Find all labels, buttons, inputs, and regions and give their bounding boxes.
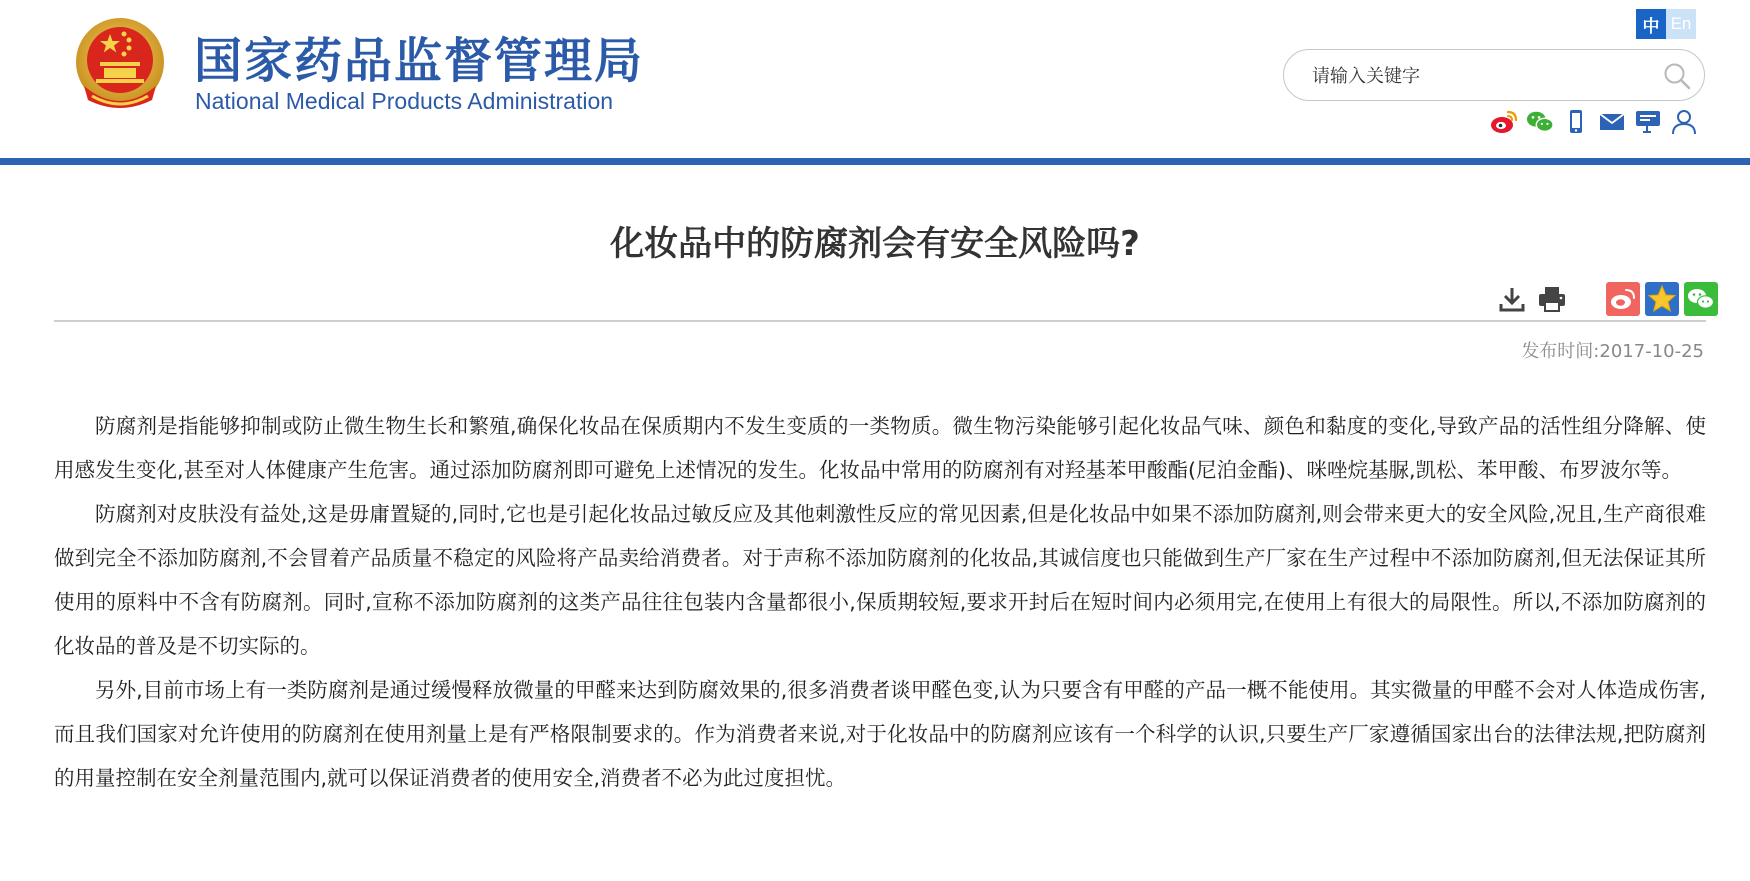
share-wechat-icon[interactable] [1684, 282, 1718, 316]
search-box [1283, 49, 1705, 101]
lang-english-button[interactable]: En [1666, 9, 1696, 39]
site-name-english[interactable]: National Medical Products Administration [195, 88, 614, 114]
share-favorite-icon[interactable] [1645, 282, 1679, 316]
title-divider [54, 320, 1706, 322]
article-tools [1496, 282, 1718, 316]
article-title: 化妆品中的防腐剂会有安全风险吗? [610, 224, 1140, 264]
publish-info [1521, 337, 1704, 363]
language-switch [1636, 9, 1696, 39]
mail-icon[interactable] [1598, 108, 1626, 136]
print-icon[interactable] [1536, 283, 1568, 315]
wechat-icon[interactable] [1526, 108, 1554, 136]
publish-date: 2017-10-25 [1599, 341, 1704, 362]
weibo-icon[interactable] [1490, 108, 1518, 136]
search-input[interactable] [1312, 62, 1642, 90]
search-icon[interactable] [1662, 61, 1692, 91]
social-links [1490, 108, 1698, 136]
message-board-icon[interactable] [1634, 108, 1662, 136]
lang-chinese-button[interactable]: 中 [1636, 9, 1666, 39]
site-name-chinese[interactable]: 国家药品监督管理局 [194, 33, 645, 89]
mobile-icon[interactable] [1562, 108, 1590, 136]
header-accent-bar [0, 158, 1750, 165]
national-emblem-logo[interactable] [74, 16, 166, 112]
article-paragraph: 另外,目前市场上有一类防腐剂是通过缓慢释放微量的甲醛来达到防腐效果的,很多消费者谈甲醛色变,认为只要含有甲醛的产品一概不能使用。其实微量的甲醛不会对人体造成伤害,而且我们国家对允许使用的防腐剂在使用剂量上是有严格限制要求的。作为消费者来说,对于化妆品中的防腐剂应该有一个科学的认识,只要生产厂家遵循国家出台的法律法规,把防腐剂的用量控制在安全剂量范围内,就可以保证消费者的使用安全,消费者不必为此过度担忧。 [54, 678, 1706, 790]
site-header [0, 0, 1750, 160]
publish-label: 发布时间: [1521, 341, 1600, 362]
article-paragraph: 防腐剂是指能够抑制或防止微生物生长和繁殖,确保化妆品在保质期内不发生变质的一类物质。微生物污染能够引起化妆品气味、颜色和黏度的变化,导致产品的活性组分降解、使用感发生变化,甚至对人体健康产生危害。通过添加防腐剂即可避免上述情况的发生。化妆品中常用的防腐剂有对羟基苯甲酸酯(尼泊金酯)、咪唑烷基脲,凯松、苯甲酸、布罗波尔等。 [54, 414, 1706, 482]
user-icon[interactable] [1670, 108, 1698, 136]
article-content [54, 404, 1706, 800]
download-icon[interactable] [1496, 283, 1528, 315]
share-weibo-icon[interactable] [1606, 282, 1640, 316]
article-paragraph: 防腐剂对皮肤没有益处,这是毋庸置疑的,同时,它也是引起化妆品过敏反应及其他刺激性反应的常见因素,但是化妆品中如果不添加防腐剂,则会带来更大的安全风险,况且,生产商很难做到完全不添加防腐剂,不会冒着产品质量不稳定的风险将产品卖给消费者。对于声称不添加防腐剂的化妆品,其诚信度也只能做到生产厂家在生产过程中不添加防腐剂,但无法保证其所使用的原料中不含有防腐剂。同时,宣称不添加防腐剂的这类产品往往包装内含量都很小,保质期较短,要求开封后在短时间内必须用完,在使用上有很大的局限性。所以,不添加防腐剂的化妆品的普及是不切实际的。 [54, 502, 1706, 658]
